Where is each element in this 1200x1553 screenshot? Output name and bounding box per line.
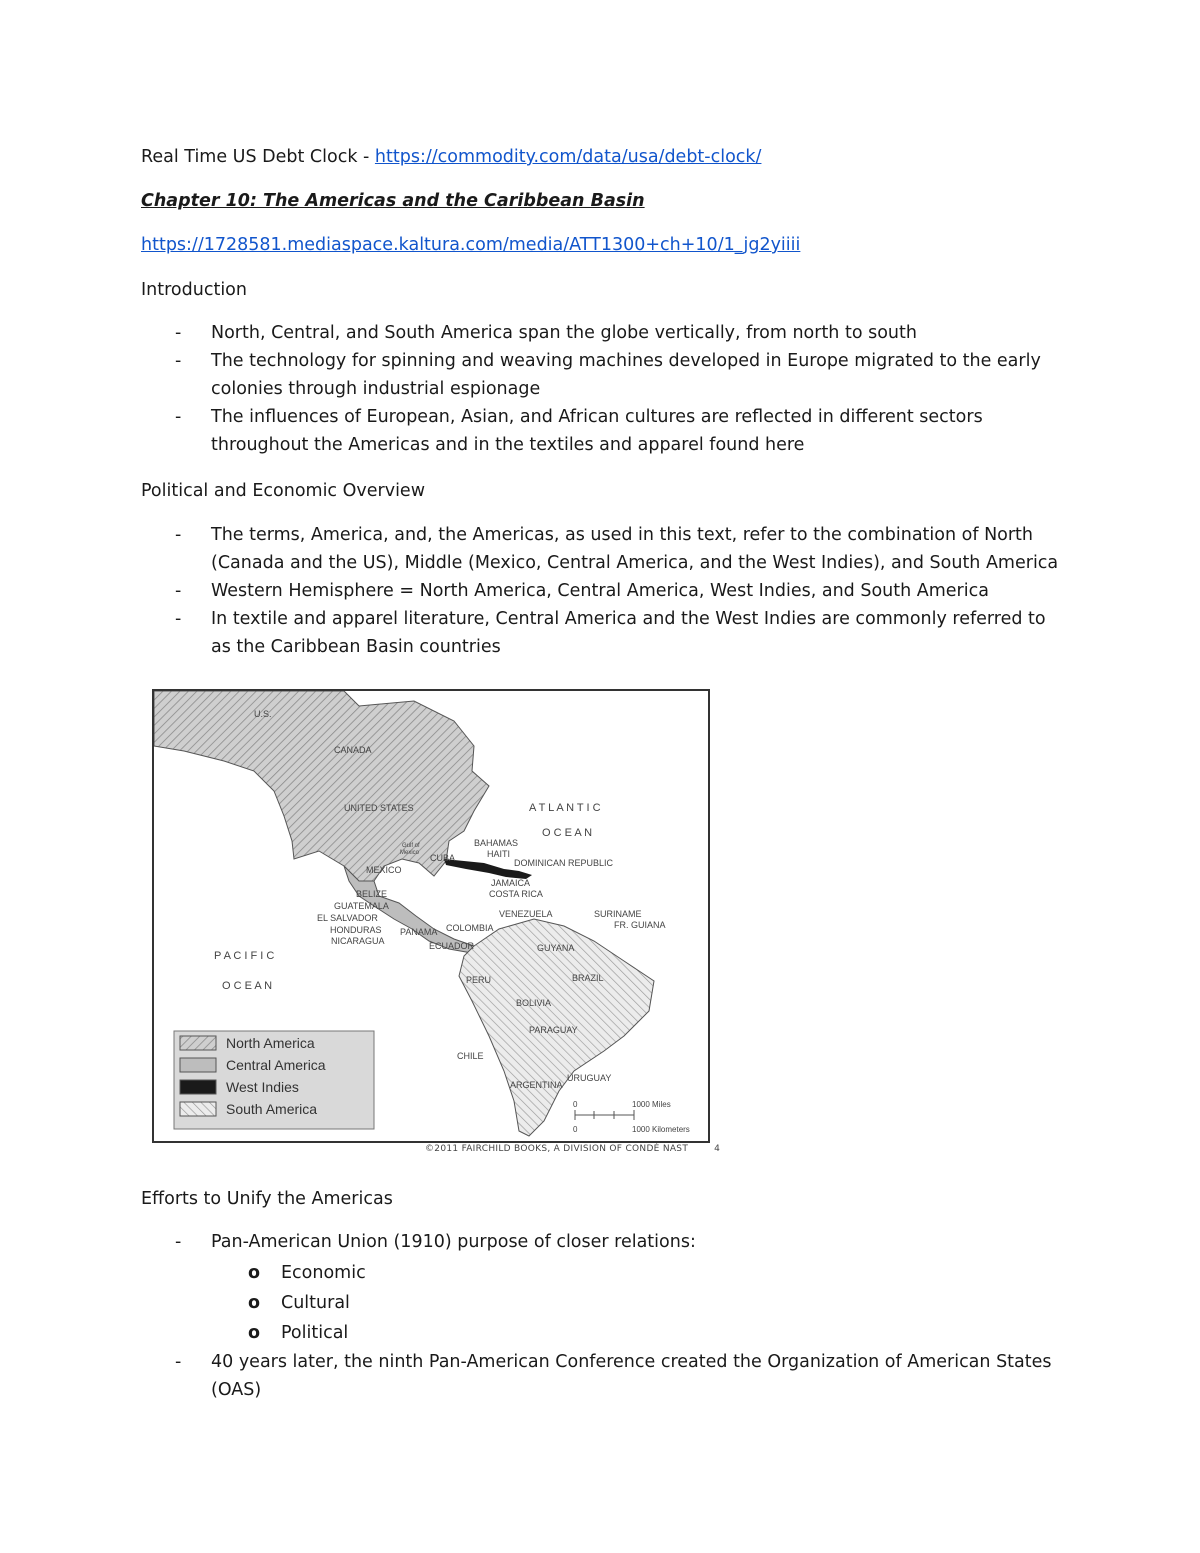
unify-list	[141, 1228, 1071, 1404]
map-label: O C E A N	[542, 827, 593, 839]
caption-text: ©2011 FAIRCHILD BOOKS, A DIVISION OF CONDÉ NAST	[425, 1144, 689, 1154]
list-item: - In textile and apparel literature, Central America and the West Indies are commonly referred to as the Caribbean Basin countries	[141, 605, 1071, 661]
map-label: BRAZIL	[572, 973, 604, 983]
legend-swatch-central	[180, 1058, 216, 1072]
map-label: DOMINICAN REPUBLIC	[514, 858, 614, 868]
legend-label: West Indies	[226, 1079, 299, 1095]
map-label: PANAMA	[400, 927, 438, 937]
map-label: GUYANA	[537, 943, 575, 953]
intro-heading: Introduction	[141, 280, 247, 300]
map-label: BELIZE	[356, 889, 388, 899]
chapter-title: Chapter 10: The Americas and the Caribbean Basin	[141, 191, 645, 211]
sub-list-item: o Economic	[211, 1258, 1071, 1288]
map-label: SURINAME	[594, 909, 642, 919]
list-item: - 40 years later, the ninth Pan-American Conference created the Organization of American States (OAS)	[141, 1348, 1071, 1404]
legend-swatch-north	[180, 1036, 216, 1050]
legend-label: South America	[226, 1101, 318, 1117]
map-label: 0	[573, 1125, 578, 1134]
map-label: NICARAGUA	[331, 936, 385, 946]
figure-caption	[425, 1143, 720, 1155]
legend-label: Central America	[226, 1057, 326, 1073]
map-label: CUBA	[430, 853, 456, 863]
map-label: 1000 Miles	[632, 1100, 671, 1109]
map-label: CHILE	[457, 1051, 484, 1061]
americas-map	[154, 691, 708, 1141]
map-label: PARAGUAY	[529, 1025, 578, 1035]
map-label: Mexico	[400, 850, 420, 856]
list-item: - The technology for spinning and weaving machines developed in Europe migrated to the early colonies through industrial espionage	[141, 347, 1061, 403]
map-label: FR. GUIANA	[614, 920, 666, 930]
legend-swatch-west-indies	[180, 1080, 216, 1094]
map-label: P A C I F I C	[214, 950, 275, 962]
overview-list	[141, 521, 1071, 661]
map-label: URUGUAY	[567, 1073, 612, 1083]
sub-list-item: o Political	[211, 1318, 1071, 1348]
map-label: O C E A N	[222, 980, 273, 992]
video-link-line	[141, 231, 800, 259]
map-label: U.S.	[254, 709, 272, 719]
map-label: ECUADOR	[429, 941, 475, 951]
debt-clock-label: Real Time US Debt Clock -	[141, 147, 375, 167]
map-label: BOLIVIA	[516, 998, 552, 1008]
map-label: BAHAMAS	[474, 838, 519, 848]
overview-heading: Political and Economic Overview	[141, 481, 426, 501]
list-item: - The terms, America, and, the Americas, as used in this text, refer to the combination of North (Canada and the US), Middle (Mexico, Central America, and the West Indies), and South America	[141, 521, 1071, 577]
map-label: COSTA RICA	[489, 889, 543, 899]
debt-clock-link[interactable]: https://commodity.com/data/usa/debt-clock/	[374, 147, 762, 167]
list-item: - North, Central, and South America span the globe vertically, from north to south	[141, 319, 1071, 347]
map-label: PERU	[466, 975, 492, 985]
map-label: GUATEMALA	[334, 901, 389, 911]
map-label: 1000 Kilometers	[632, 1125, 690, 1134]
list-item: - The influences of European, Asian, and African cultures are reflected in different sectors throughout the Americas and in the textiles and apparel found here	[141, 403, 1061, 459]
video-link[interactable]: https://1728581.mediaspace.kaltura.com/media/ATT1300+ch+10/1_jg2yiiii	[141, 235, 801, 255]
sub-list	[211, 1258, 1071, 1348]
list-item: - Western Hemisphere = North America, Central America, West Indies, and South America	[141, 577, 1071, 605]
sub-list-item: o Cultural	[211, 1288, 1071, 1318]
legend-label: North America	[226, 1035, 315, 1051]
map-label: HONDURAS	[330, 925, 382, 935]
intro-list	[141, 319, 1071, 459]
caption-page-number: 4	[714, 1144, 721, 1154]
map-label: ARGENTINA	[510, 1080, 563, 1090]
map-label: 0	[573, 1100, 578, 1109]
debt-clock-line	[141, 143, 761, 171]
map-label: HAITI	[487, 849, 511, 859]
map-label: JAMAICA	[491, 878, 531, 888]
map-label: A T L A N T I C	[529, 802, 601, 814]
list-item-text: Pan-American Union (1910) purpose of closer relations:	[211, 1232, 696, 1252]
map-label: CANADA	[334, 745, 372, 755]
legend-swatch-south	[180, 1102, 216, 1116]
list-item	[141, 1228, 1071, 1348]
map-label: EL SALVADOR	[317, 913, 378, 923]
unify-heading: Efforts to Unify the Americas	[141, 1189, 393, 1209]
map-label: VENEZUELA	[499, 909, 553, 919]
americas-map-figure	[152, 689, 710, 1143]
map-label: UNITED STATES	[344, 803, 414, 813]
map-label: COLOMBIA	[446, 923, 494, 933]
map-label: Gulf of	[402, 843, 420, 849]
map-label: MEXICO	[366, 865, 402, 875]
